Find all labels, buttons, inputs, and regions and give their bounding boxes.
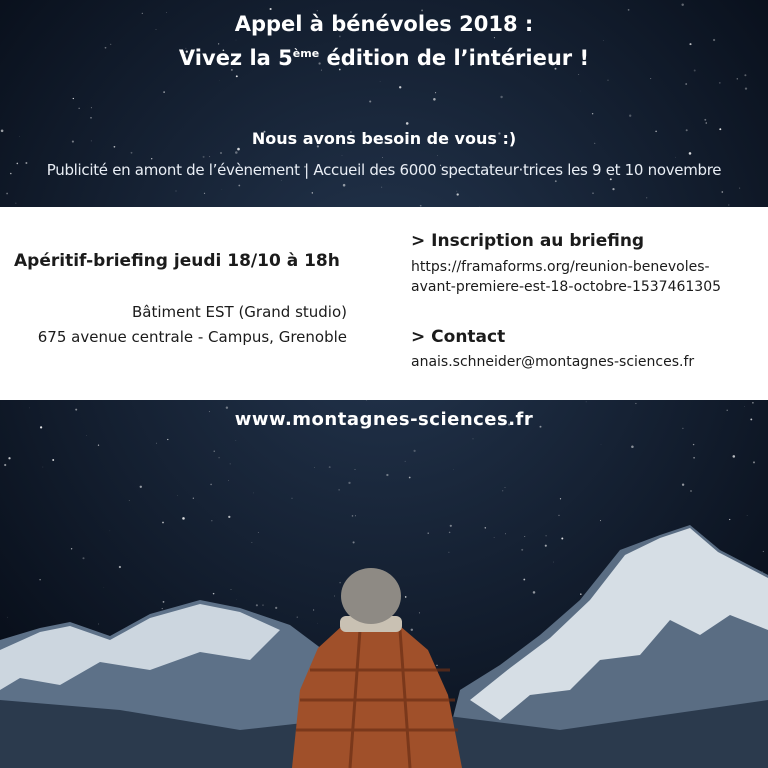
venue-building: Bâtiment EST (Grand studio) (131, 303, 347, 321)
star (270, 8, 272, 10)
star (219, 80, 220, 81)
star (435, 92, 436, 93)
inscription-heading: > Inscription au briefing (411, 231, 645, 251)
star (592, 113, 593, 114)
star (176, 191, 177, 192)
star (603, 40, 604, 41)
star (433, 98, 436, 101)
star (628, 9, 630, 11)
star (500, 96, 502, 98)
star (131, 152, 133, 154)
star (381, 187, 382, 188)
star (218, 43, 219, 44)
star (689, 43, 691, 45)
star (399, 86, 401, 88)
star (380, 81, 381, 82)
need-heading: Nous avons besoin de vous :) (251, 129, 517, 148)
star (220, 152, 221, 153)
contact-heading: > Contact (411, 327, 506, 347)
page-title-line2: Vivez la 5ème édition de l’intérieur ! (178, 46, 590, 70)
star (612, 188, 614, 190)
star (689, 152, 692, 155)
star (681, 3, 683, 5)
venue-address: 675 avenue centrale - Campus, Grenoble (37, 328, 347, 346)
star (406, 122, 409, 125)
star (235, 151, 238, 154)
star (369, 100, 371, 102)
star (744, 74, 746, 76)
star (6, 193, 8, 195)
star (312, 192, 313, 193)
star (437, 155, 438, 156)
star (236, 75, 238, 77)
tasks-description: Publicité en amont de l’évènement | Accueil des 6000 spectateur·trices les 9 et 10 novembre (46, 161, 722, 179)
website-link[interactable]: www.montagnes-sciences.fr (234, 409, 534, 430)
star (281, 180, 282, 181)
star (90, 117, 92, 119)
star (608, 80, 609, 81)
page-title-line1: Appel à bénévoles 2018 : (234, 12, 534, 36)
star (494, 37, 495, 38)
contact-email-link[interactable]: anais.schneider@montagnes-sciences.fr (411, 354, 695, 370)
info-panel (0, 207, 768, 400)
star (706, 122, 707, 123)
star (719, 82, 721, 84)
star (737, 78, 738, 79)
star (745, 87, 747, 89)
star (578, 74, 579, 75)
star (237, 148, 240, 151)
star (650, 78, 651, 79)
star (592, 193, 593, 194)
star (721, 191, 723, 193)
star (16, 203, 17, 204)
star (456, 191, 457, 192)
star (343, 184, 346, 187)
inscription-link-continued[interactable]: avant-premiere-est-18-octobre-1537461305 (411, 279, 722, 295)
star (382, 157, 383, 158)
star (646, 197, 647, 198)
star (110, 44, 111, 45)
star (729, 205, 730, 206)
star (555, 180, 557, 182)
star (629, 115, 631, 117)
star (204, 193, 205, 194)
star (203, 156, 205, 158)
inscription-link[interactable]: https://framaforms.org/reunion-benevoles- (411, 259, 710, 275)
star (704, 119, 706, 121)
star (163, 91, 164, 92)
star (238, 185, 240, 187)
star (713, 39, 715, 41)
star (79, 108, 80, 109)
star (73, 98, 74, 99)
star (209, 156, 210, 157)
star (685, 83, 687, 85)
head-hat (341, 568, 401, 624)
briefing-title: Apéritif-briefing jeudi 18/10 à 18h (14, 251, 340, 271)
star (675, 157, 676, 158)
star (151, 158, 152, 159)
star (457, 193, 459, 195)
mountain-scene (0, 400, 768, 768)
star (91, 107, 92, 108)
star (739, 188, 740, 189)
